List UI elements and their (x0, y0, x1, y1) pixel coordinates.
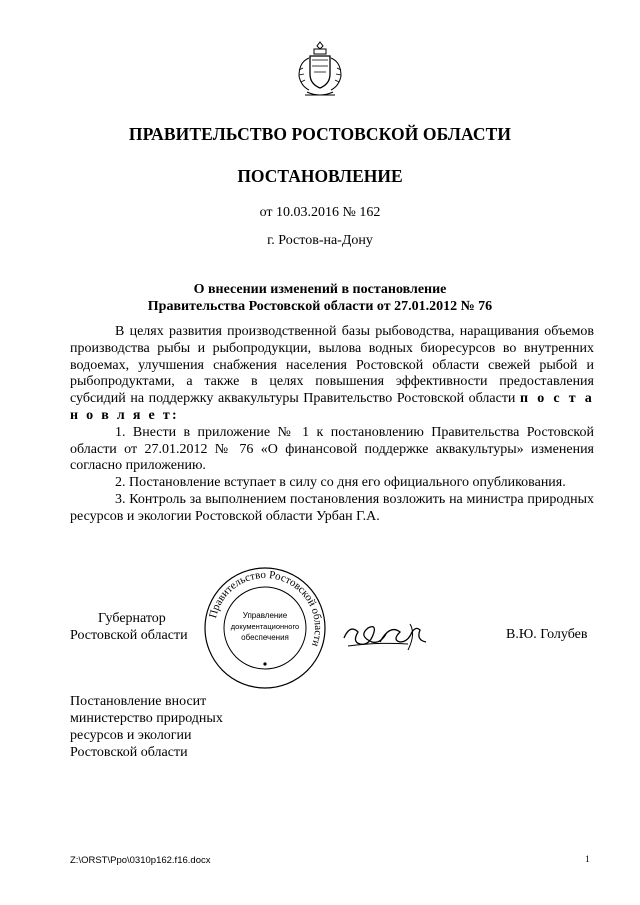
subject-line-2: Правительства Ростовской области от 27.01.2012 № 76 (147, 299, 493, 314)
signatory-name: В.Ю. Голубев (506, 627, 588, 642)
document-type: ПОСТАНОВЛЕНИЕ (237, 166, 403, 186)
introduced-by-line-4: Ростовской области (70, 745, 188, 760)
official-stamp (203, 566, 327, 690)
introduced-by (70, 693, 223, 761)
introduced-by-line-3: ресурсов и экологии (70, 728, 192, 743)
item-3: 3. Контроль за выполнением постановления возложить на министра природных ресурсов и экологии Ростовской области Урбан Г.А. (70, 491, 594, 524)
page-number: 1 (585, 855, 590, 865)
handwritten-signature (340, 616, 440, 656)
document-body (70, 324, 594, 526)
intro-text: В целях развития производственной базы рыбоводства, наращивания объемов производства рыбы и рыбопродукции, вылова водных биоресурсов во внутренних водоемах, улучшения снабжения населения Ростовской области свежей рыбой и рыбопродуктами, а также в целях повышения эффективности предоставления субсидий на поддержку аквакультуры Правительство Ростовской области (70, 324, 594, 407)
item-1: 1. Внести в приложение № 1 к постановлению Правительства Ростовской области от 27.01.2012 № 76 «О финансовой поддержке аквакультуры» изменения согласно приложению. (70, 424, 594, 474)
subject-line-1: О внесении изменений в постановление (193, 282, 447, 297)
signatory-title-line-1: Губернатор (98, 611, 166, 626)
decree-word: п о с т а н о в л я е т: (70, 391, 595, 423)
document-city: г. Ростов-на-Дону (267, 233, 373, 248)
introduced-by-line-1: Постановление вносит (70, 694, 207, 709)
document-subject (0, 281, 640, 315)
stamp-inner-line-2: документационного (230, 622, 300, 631)
stamp-inner-line-3: обеспечения (241, 633, 289, 642)
signatory-title-line-2: Ростовской области (70, 628, 188, 643)
coat-of-arms-icon (295, 38, 345, 100)
document-number: от 10.03.2016 № 162 (259, 205, 381, 220)
introduced-by-line-2: министерство природных (70, 711, 223, 726)
footer-file-path: Z:\ORST\Ppo\0310p162.f16.docx (70, 855, 211, 866)
stamp-inner-line-1: Управление (242, 611, 288, 620)
item-2: 2. Постановление вступает в силу со дня его официального опубликования. (115, 475, 566, 491)
stamp-outer-text: Правительство Ростовской области (207, 568, 325, 649)
organization-title: ПРАВИТЕЛЬСТВО РОСТОВСКОЙ ОБЛАСТИ (128, 124, 512, 144)
intro-paragraph (70, 324, 594, 425)
signatory-title (70, 610, 210, 644)
